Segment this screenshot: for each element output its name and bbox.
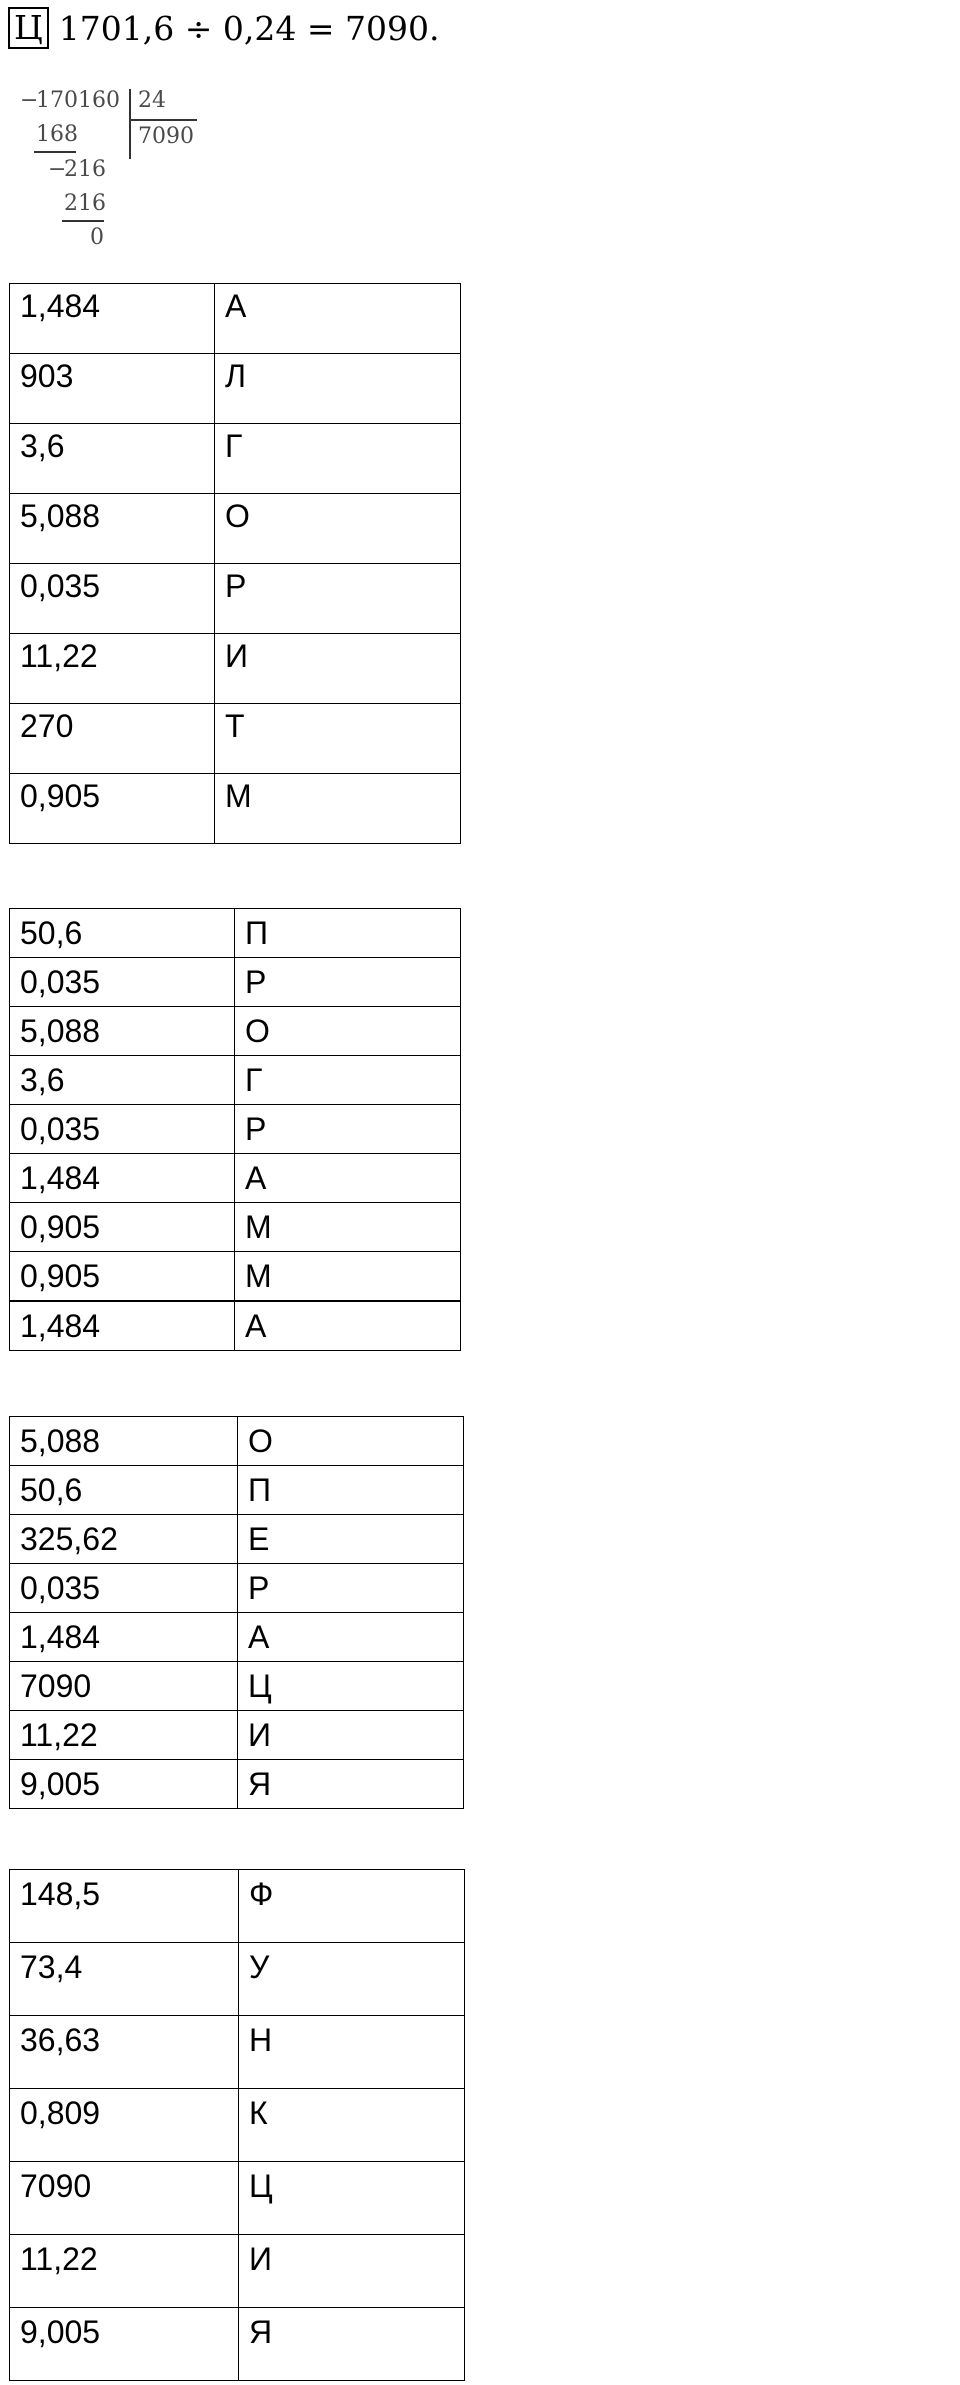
table-row xyxy=(10,1870,465,1943)
letter-cell: О xyxy=(235,1007,461,1056)
letter-cell: О xyxy=(238,1417,464,1466)
letter-cell: Г xyxy=(215,424,461,494)
number-cell: 0,035 xyxy=(10,1105,235,1154)
subtraction-line-1 xyxy=(34,151,76,153)
number-cell: 11,22 xyxy=(10,634,215,704)
number-cell: 5,088 xyxy=(10,494,215,564)
code-table-2 xyxy=(9,908,461,1301)
divisor-underline xyxy=(129,119,197,121)
table-row xyxy=(10,2235,465,2308)
table-row xyxy=(10,494,461,564)
table-row xyxy=(10,2016,465,2089)
number-cell: 325,62 xyxy=(10,1515,238,1564)
number-cell: 73,4 xyxy=(10,1943,239,2016)
task-header xyxy=(8,6,439,50)
letter-cell: Р xyxy=(235,958,461,1007)
letter-cell: Ц xyxy=(238,1662,464,1711)
table-row xyxy=(10,704,461,774)
number-cell: 50,6 xyxy=(10,909,235,958)
minus-sign-2: − xyxy=(48,157,67,182)
table-row xyxy=(10,1760,464,1809)
table-row xyxy=(10,1056,461,1105)
division-bar xyxy=(129,89,131,159)
table-row xyxy=(10,2308,465,2381)
letter-cell: М xyxy=(235,1203,461,1252)
number-cell: 1,484 xyxy=(10,1613,238,1662)
final-remainder: 0 xyxy=(90,225,104,250)
subtraction-line-2 xyxy=(62,220,104,222)
table-row xyxy=(10,634,461,704)
code-table-4 xyxy=(9,1416,464,1809)
letter-cell: Ф xyxy=(239,1870,465,1943)
letter-cell: Ц xyxy=(239,2162,465,2235)
letter-cell: И xyxy=(215,634,461,704)
table-row xyxy=(10,774,461,844)
number-cell: 270 xyxy=(10,704,215,774)
number-cell: 0,035 xyxy=(10,564,215,634)
table-row xyxy=(10,1154,461,1203)
letter-cell: М xyxy=(235,1252,461,1301)
subtrahend-1: 168 xyxy=(36,122,78,147)
number-cell: 0,905 xyxy=(10,774,215,844)
number-cell: 0,809 xyxy=(10,2089,239,2162)
equation: 1701,6 ÷ 0,24 = 7090. xyxy=(58,8,440,48)
letter-cell: Р xyxy=(235,1105,461,1154)
number-cell: 9,005 xyxy=(10,1760,238,1809)
number-cell: 1,484 xyxy=(10,1302,235,1351)
table-row xyxy=(10,2089,465,2162)
number-cell: 0,905 xyxy=(10,1203,235,1252)
table-row xyxy=(10,564,461,634)
code-table-3 xyxy=(9,1301,461,1351)
table-row xyxy=(10,1466,464,1515)
number-cell: 11,22 xyxy=(10,1711,238,1760)
letter-cell: О xyxy=(215,494,461,564)
number-cell: 7090 xyxy=(10,1662,238,1711)
number-cell: 0,905 xyxy=(10,1252,235,1301)
number-cell: 5,088 xyxy=(10,1417,238,1466)
number-cell: 0,035 xyxy=(10,958,235,1007)
table-row xyxy=(10,1105,461,1154)
table-row xyxy=(10,1302,461,1351)
quotient: 7090 xyxy=(138,124,194,149)
number-cell: 1,484 xyxy=(10,284,215,354)
letter-cell: И xyxy=(238,1711,464,1760)
number-cell: 1,484 xyxy=(10,1154,235,1203)
number-cell: 7090 xyxy=(10,2162,239,2235)
letter-cell: Л xyxy=(215,354,461,424)
divisor: 24 xyxy=(138,88,166,113)
table-row xyxy=(10,1613,464,1662)
letter-cell: Н xyxy=(239,2016,465,2089)
letter-cell: Я xyxy=(238,1760,464,1809)
code-table-1 xyxy=(9,283,461,844)
letter-cell: И xyxy=(239,2235,465,2308)
table-row xyxy=(10,1515,464,1564)
remainder-1: 216 xyxy=(64,157,106,182)
number-cell: 11,22 xyxy=(10,2235,239,2308)
subtrahend-2: 216 xyxy=(64,191,106,216)
number-cell: 36,63 xyxy=(10,2016,239,2089)
table-row xyxy=(10,909,461,958)
number-cell: 50,6 xyxy=(10,1466,238,1515)
table-row xyxy=(10,1252,461,1301)
table-row xyxy=(10,1662,464,1711)
letter-cell: Г xyxy=(235,1056,461,1105)
dividend: 170160 xyxy=(36,88,120,113)
table-row xyxy=(10,354,461,424)
table-row xyxy=(10,284,461,354)
number-cell: 0,035 xyxy=(10,1564,238,1613)
letter-cell: П xyxy=(238,1466,464,1515)
number-cell: 5,088 xyxy=(10,1007,235,1056)
letter-cell: Р xyxy=(238,1564,464,1613)
letter-cell: Т xyxy=(215,704,461,774)
table-row xyxy=(10,424,461,494)
letter-cell: М xyxy=(215,774,461,844)
table-row xyxy=(10,1417,464,1466)
table-row xyxy=(10,958,461,1007)
table-row xyxy=(10,2162,465,2235)
number-cell: 9,005 xyxy=(10,2308,239,2381)
table-row xyxy=(10,1007,461,1056)
letter-cell: Я xyxy=(239,2308,465,2381)
letter-cell: У xyxy=(239,1943,465,2016)
long-division xyxy=(18,85,208,260)
letter-cell: П xyxy=(235,909,461,958)
table-row xyxy=(10,1564,464,1613)
letter-cell: А xyxy=(235,1154,461,1203)
letter-cell: К xyxy=(239,2089,465,2162)
letter-cell: А xyxy=(215,284,461,354)
letter-cell: Е xyxy=(238,1515,464,1564)
letter-cell: Р xyxy=(215,564,461,634)
table-row xyxy=(10,1711,464,1760)
number-cell: 3,6 xyxy=(10,424,215,494)
answer-letter-box: Ц xyxy=(8,7,49,49)
number-cell: 903 xyxy=(10,354,215,424)
letter-cell: А xyxy=(238,1613,464,1662)
number-cell: 3,6 xyxy=(10,1056,235,1105)
letter-cell: А xyxy=(235,1302,461,1351)
code-table-5 xyxy=(9,1869,465,2381)
number-cell: 148,5 xyxy=(10,1870,239,1943)
table-row xyxy=(10,1203,461,1252)
table-row xyxy=(10,1943,465,2016)
minus-sign: − xyxy=(20,88,39,113)
